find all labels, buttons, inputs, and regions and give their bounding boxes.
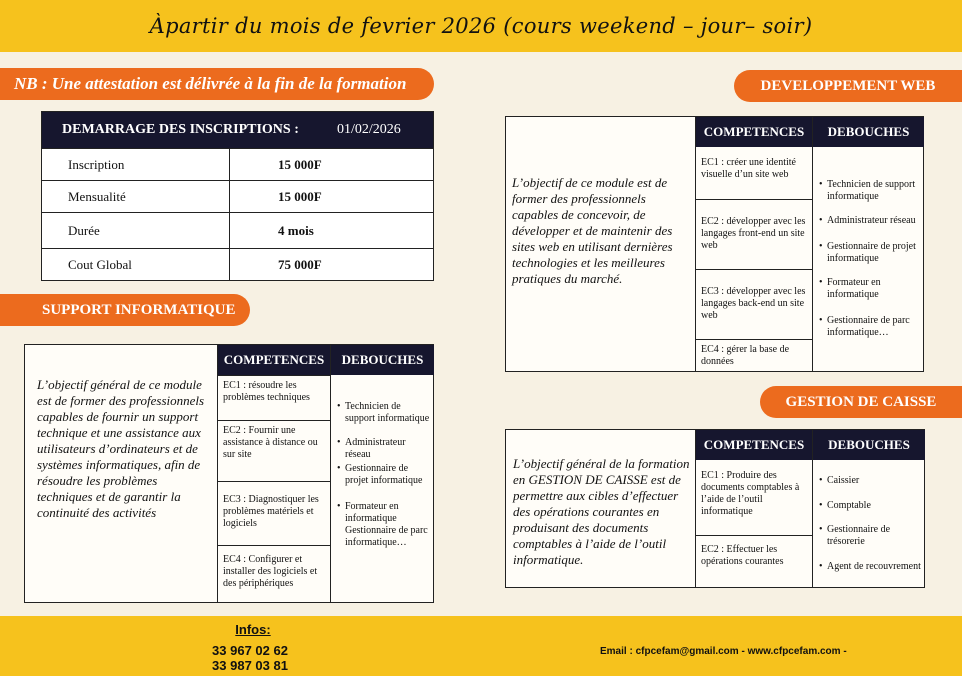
- web-debouches: [812, 117, 924, 371]
- competence-item: EC2 : développer avec les langages front-end un site web: [696, 199, 812, 269]
- competence-item: EC4 : gérer la base de données: [696, 339, 812, 372]
- debouche-item: • Agent de recouvrement: [819, 561, 923, 573]
- support-debouches: [330, 345, 434, 602]
- row-label: Cout Global: [42, 249, 230, 280]
- debouche-item: • Gestionnaire de trésorerie: [819, 524, 923, 548]
- competence-item: EC4 : Configurer et installer des logiciels et des périphériques: [218, 545, 330, 603]
- caisse-section-title: GESTION DE CAISSE: [760, 386, 962, 418]
- competence-item: EC2 : Effectuer les opérations courantes: [696, 535, 812, 588]
- debouche-item: • Formateur en informatique: [819, 277, 922, 301]
- debouche-item: • Comptable: [819, 500, 923, 512]
- debouche-item: • Technicien de support informatique: [337, 401, 432, 425]
- infos-label: Infos:: [235, 622, 271, 637]
- debouche-item: • Gestionnaire de projet informatique: [819, 241, 922, 265]
- inscriptions-header: [42, 112, 433, 148]
- debouches-header: DEBOUCHES: [813, 117, 924, 147]
- debouche-item: • Gestionnaire de projet informatique: [337, 463, 432, 487]
- row-value: 15 000F: [278, 156, 322, 172]
- row-value: 4 mois: [278, 222, 314, 238]
- table-row: [42, 248, 433, 280]
- debouche-item: • Administrateur réseau: [337, 437, 432, 461]
- caisse-debouches: [812, 430, 925, 587]
- debouche-item: • Formateur en informatique Gestionnaire de parc informatique…: [337, 501, 432, 549]
- nb-banner: NB : Une attestation est délivrée à la fin de la formation: [0, 68, 434, 100]
- web-competences: [695, 117, 812, 371]
- competences-header: COMPETENCES: [696, 430, 812, 460]
- debouche-item: • Technicien de support informatique: [819, 179, 922, 203]
- competence-item: EC1 : résoudre les problèmes techniques: [218, 375, 330, 420]
- caisse-intro: L’objectif général de la formation en GESTION DE CAISSE est de permettre aux cibles d’effectuer des opérations courantes en produisant des documents comptables à l’aide de l’outil informatique.: [513, 456, 690, 567]
- caisse-competences: [695, 430, 812, 587]
- table-row: [42, 148, 433, 180]
- support-intro: L’objectif général de ce module est de former des professionnels capables de fournir un support technique et une assistance aux utilisateurs d’ordinateurs et de systèmes informatiques, afin de résoudre les problèmes techniques et de garantir la continuité des activités: [37, 377, 205, 520]
- support-competences: [217, 345, 330, 602]
- competences-header: COMPETENCES: [696, 117, 812, 147]
- row-value: 15 000F: [278, 188, 322, 204]
- inscriptions-date: 01/02/2026: [337, 122, 401, 137]
- table-row: [42, 180, 433, 212]
- web-intro: L’objectif de ce module est de former des professionnels capables de concevoir, de développer et de maintenir des sites web en utilisant dernières technologies et les meilleures pratiques du marché.: [512, 175, 673, 286]
- row-value: 75 000F: [278, 256, 322, 272]
- debouches-header: DEBOUCHES: [813, 430, 925, 460]
- debouches-header: DEBOUCHES: [331, 345, 434, 375]
- competence-item: EC1 : créer une identité visuelle d’un site web: [701, 157, 796, 180]
- inscriptions-label: DEMARRAGE DES INSCRIPTIONS :: [62, 122, 299, 137]
- support-module: [24, 344, 434, 603]
- competence-item: EC3 : développer avec les langages back-end un site web: [696, 269, 812, 339]
- footer-contact: Email : cfpcefam@gmail.com - www.cfpcefam.com -: [600, 646, 847, 657]
- top-banner: [0, 0, 962, 52]
- debouche-item: • Gestionnaire de parc informatique…: [819, 315, 922, 339]
- row-label: Mensualité: [42, 181, 230, 212]
- debouche-item: • Caissier: [819, 475, 923, 487]
- page-title: Àpartir du mois de fevrier 2026 (cours weekend – jour– soir): [149, 14, 813, 38]
- footer-infos: [206, 622, 294, 673]
- web-section-title: DEVELOPPEMENT WEB: [734, 70, 962, 102]
- competences-header: COMPETENCES: [218, 345, 330, 375]
- competence-item: EC3 : Diagnostiquer les problèmes matériels et logiciels: [218, 481, 330, 545]
- row-label: Inscription: [42, 149, 230, 180]
- inscriptions-table: [41, 111, 434, 281]
- competence-item: EC2 : Fournir une assistance à distance ou sur site: [218, 420, 330, 481]
- row-label: Durée: [42, 213, 230, 248]
- phone-number: 33 967 02 62: [212, 643, 288, 658]
- table-row: [42, 212, 433, 248]
- support-section-title: SUPPORT INFORMATIQUE: [0, 294, 250, 326]
- phone-number: 33 987 03 81: [212, 658, 288, 673]
- web-module: [505, 116, 924, 372]
- competence-item: EC1 : Produire des documents comptables à l’aide de l’outil informatique: [701, 470, 800, 517]
- debouche-item: • Administrateur réseau: [819, 215, 922, 227]
- caisse-module: [505, 429, 925, 588]
